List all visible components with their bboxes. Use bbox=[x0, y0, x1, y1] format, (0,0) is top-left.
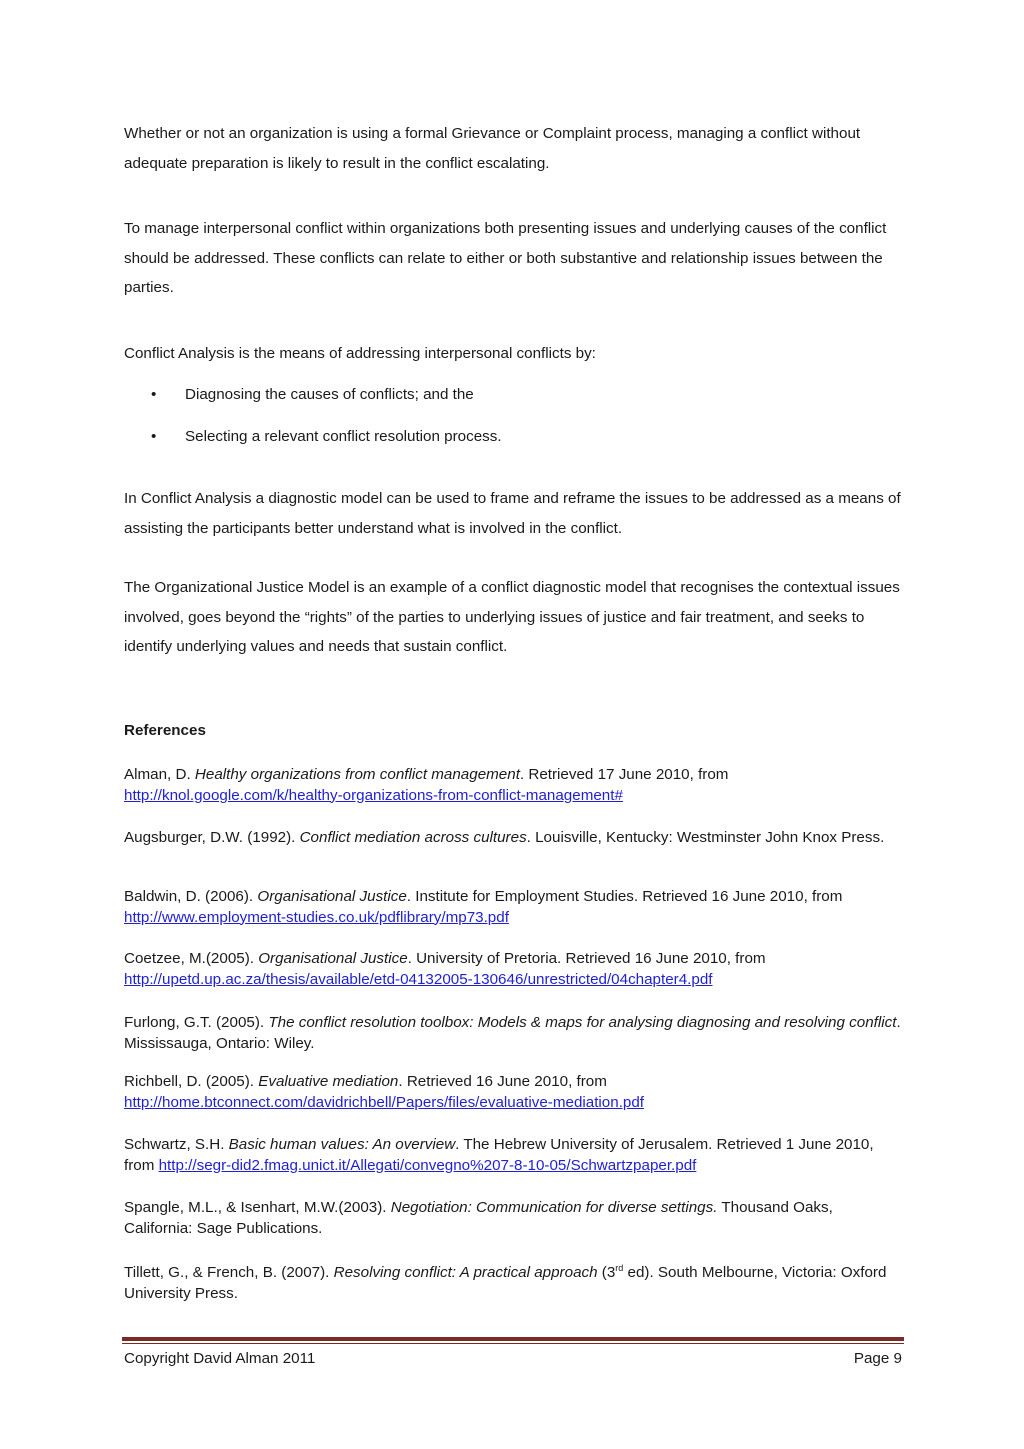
paragraph-conflict-analysis-intro: Conflict Analysis is the means of addressing interpersonal conflicts by: bbox=[124, 345, 596, 362]
ref-title: Resolving conflict: A practical approach bbox=[333, 1264, 598, 1282]
ref-detail: ed). South Melbourne, Victoria: Oxford University Press. bbox=[124, 1264, 887, 1302]
reference-entry bbox=[124, 1013, 902, 1054]
paragraph-grievance: Whether or not an organization is using a formal Grievance or Complaint process, managing a conflict without adequate preparation is likely to result in the conflict escalating. bbox=[124, 125, 861, 172]
ref-author: Richbell, D. (2005). bbox=[124, 1073, 259, 1090]
paragraph-interpersonal-conflict: To manage interpersonal conflict within organizations both presenting issues and underlying causes of the conflict should be addressed. These conflicts can relate to either or both substantive and relationship issues between the parties. bbox=[124, 220, 887, 296]
ref-detail: Thousand Oaks, California: Sage Publications. bbox=[124, 1199, 833, 1237]
ref-superscript: rd bbox=[615, 1263, 624, 1273]
reference-entry bbox=[124, 1135, 902, 1176]
ref-title: Organisational Justice bbox=[258, 950, 408, 967]
ref-author: Baldwin, D. (2006). bbox=[124, 888, 258, 905]
bullet-icon: • bbox=[151, 386, 157, 403]
ref-author: Augsburger, D.W. (1992). bbox=[124, 829, 300, 846]
reference-entry bbox=[124, 1198, 902, 1239]
ref-author: Alman, D. bbox=[124, 766, 195, 783]
ref-author: Tillett, G., & French, B. (2007). bbox=[124, 1264, 334, 1282]
ref-detail: . The Hebrew University of Jerusalem. Retrieved 1 June 2010, from bbox=[124, 1136, 874, 1174]
ref-detail: . Mississauga, Ontario: Wiley. bbox=[124, 1014, 901, 1052]
reference-entry bbox=[124, 1072, 902, 1113]
ref-detail: . Institute for Employment Studies. Retrieved 16 June 2010, from bbox=[406, 888, 843, 905]
ref-detail: . Louisville, Kentucky: Westminster John Knox Press. bbox=[526, 829, 885, 846]
paragraph-diagnostic-model: In Conflict Analysis a diagnostic model can be used to frame and reframe the issues to be addressed as a means of assisting the participants better understand what is involved in the conflict. bbox=[124, 490, 901, 537]
paragraph-organizational-justice: The Organizational Justice Model is an example of a conflict diagnostic model that recognises the contextual issues involved, goes beyond the “rights” of the parties to underlying issues of justice and fair treatment, and seeks to identify underlying values and needs that sustain conflict. bbox=[124, 579, 900, 655]
bullet-text: Selecting a relevant conflict resolution process. bbox=[185, 428, 502, 445]
ref-detail: . Retrieved 17 June 2010, from bbox=[519, 766, 729, 783]
ref-title: Negotiation: Communication for diverse settings. bbox=[390, 1199, 718, 1216]
ref-link[interactable]: http://upetd.up.ac.za/thesis/available/etd-04132005-130646/unrestricted/04chapter4.pdf bbox=[124, 970, 713, 988]
bullet-icon: • bbox=[151, 428, 157, 445]
ref-author: Coetzee, M.(2005). bbox=[124, 950, 259, 967]
ref-author: Schwartz, S.H. bbox=[124, 1136, 229, 1153]
reference-entry bbox=[124, 1258, 902, 1304]
footer-copyright: Copyright David Alman 2011 bbox=[124, 1350, 316, 1367]
reference-entry bbox=[124, 828, 902, 849]
ref-author: Spangle, M.L., & Isenhart, M.W.(2003). bbox=[124, 1199, 391, 1216]
references-heading: References bbox=[124, 722, 206, 739]
ref-title: Evaluative mediation bbox=[258, 1073, 399, 1090]
reference-entry bbox=[124, 765, 902, 806]
ref-detail: (3 bbox=[597, 1264, 616, 1282]
footer-page-number: Page 9 bbox=[853, 1350, 902, 1367]
footer-rule-thin bbox=[122, 1343, 904, 1344]
bullet-text: Diagnosing the causes of conflicts; and the bbox=[185, 386, 474, 403]
reference-entry bbox=[124, 887, 902, 928]
reference-entry bbox=[124, 949, 902, 990]
ref-link[interactable]: http://www.employment-studies.co.uk/pdflibrary/mp73.pdf bbox=[124, 908, 509, 926]
ref-link[interactable]: http://home.btconnect.com/davidrichbell/Papers/files/evaluative-mediation.pdf bbox=[124, 1093, 645, 1111]
ref-title: The conflict resolution toolbox: Models & maps for analysing diagnosing and resolving conflict bbox=[268, 1014, 897, 1031]
ref-link[interactable]: http://segr-did2.fmag.unict.it/Allegati/convegno%207-8-10-05/Schwartzpaper.pdf bbox=[158, 1156, 697, 1174]
ref-detail: . Retrieved 16 June 2010, from bbox=[398, 1073, 607, 1090]
ref-link[interactable]: http://knol.google.com/k/healthy-organizations-from-conflict-management# bbox=[124, 786, 623, 804]
ref-title: Conflict mediation across cultures bbox=[299, 829, 527, 846]
ref-title: Healthy organizations from conflict management bbox=[194, 766, 520, 783]
ref-title: Basic human values: An overview bbox=[228, 1136, 456, 1153]
ref-author: Furlong, G.T. (2005). bbox=[124, 1014, 269, 1031]
ref-detail: . University of Pretoria. Retrieved 16 June 2010, from bbox=[407, 950, 766, 967]
footer-rule bbox=[122, 1337, 904, 1341]
ref-title: Organisational Justice bbox=[257, 888, 407, 905]
